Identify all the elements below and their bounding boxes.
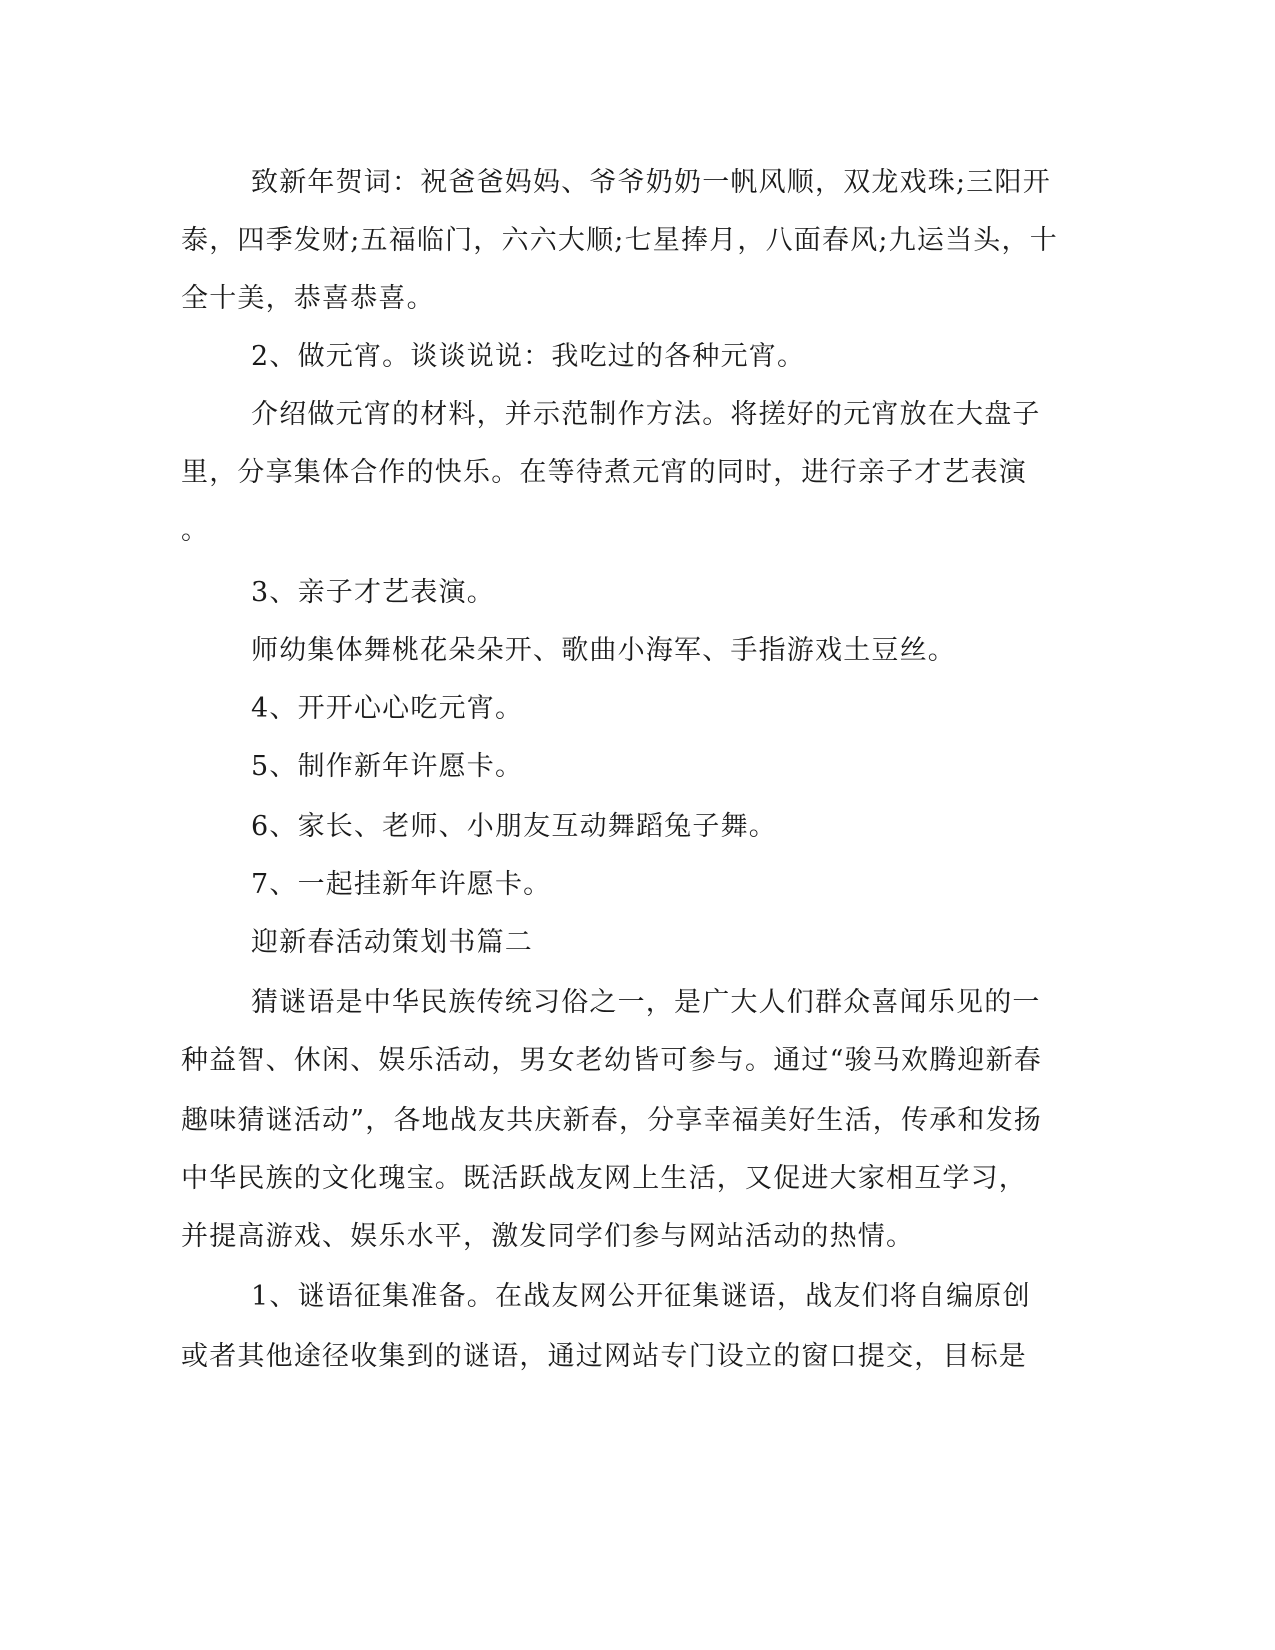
text-line: 6、家长、老师、小朋友互动舞蹈兔子舞。 bbox=[251, 811, 777, 842]
text-line: 3、亲子才艺表演。 bbox=[251, 577, 495, 608]
text-line: 并提高游戏、娱乐水平，激发同学们参与网站活动的热情。 bbox=[181, 1221, 915, 1252]
text-line: 7、一起挂新年许愿卡。 bbox=[251, 869, 552, 900]
text-line: 致新年贺词：祝爸爸妈妈、爷爷奶奶一帆风顺，双龙戏珠;三阳开 bbox=[251, 167, 1051, 198]
text-line: 1、谜语征集准备。在战友网公开征集谜语，战友们将自编原创 bbox=[251, 1281, 1031, 1312]
text-line: 全十美，恭喜恭喜。 bbox=[181, 283, 435, 314]
text-line: 2、做元宵。谈谈说说：我吃过的各种元宵。 bbox=[251, 341, 806, 372]
text-line: 4、开开心心吃元宵。 bbox=[251, 693, 524, 724]
text-line: 种益智、休闲、娱乐活动，男女老幼皆可参与。通过“骏马欢腾迎新春 bbox=[181, 1045, 1043, 1076]
text-line: 。 bbox=[181, 515, 210, 546]
text-line: 里，分享集体合作的快乐。在等待煮元宵的同时，进行亲子才艺表演 bbox=[181, 457, 1027, 488]
section-heading: 迎新春活动策划书篇二 bbox=[251, 927, 533, 958]
text-line: 师幼集体舞桃花朵朵开、歌曲小海军、手指游戏土豆丝。 bbox=[251, 635, 956, 666]
text-line: 趣味猜谜活动”，各地战友共庆新春，分享幸福美好生活，传承和发扬 bbox=[181, 1105, 1043, 1136]
text-line: 泰，四季发财;五福临门，六六大顺;七星捧月，八面春风;九运当头，十 bbox=[181, 225, 1058, 256]
text-line: 或者其他途径收集到的谜语，通过网站专门设立的窗口提交，目标是 bbox=[181, 1341, 1027, 1372]
text-line: 介绍做元宵的材料，并示范制作方法。将搓好的元宵放在大盘子 bbox=[251, 399, 1041, 430]
text-line: 中华民族的文化瑰宝。既活跃战友网上生活，又促进大家相互学习， bbox=[181, 1163, 1027, 1194]
text-line: 5、制作新年许愿卡。 bbox=[251, 751, 524, 782]
text-line: 猜谜语是中华民族传统习俗之一，是广大人们群众喜闻乐见的一 bbox=[251, 987, 1041, 1018]
